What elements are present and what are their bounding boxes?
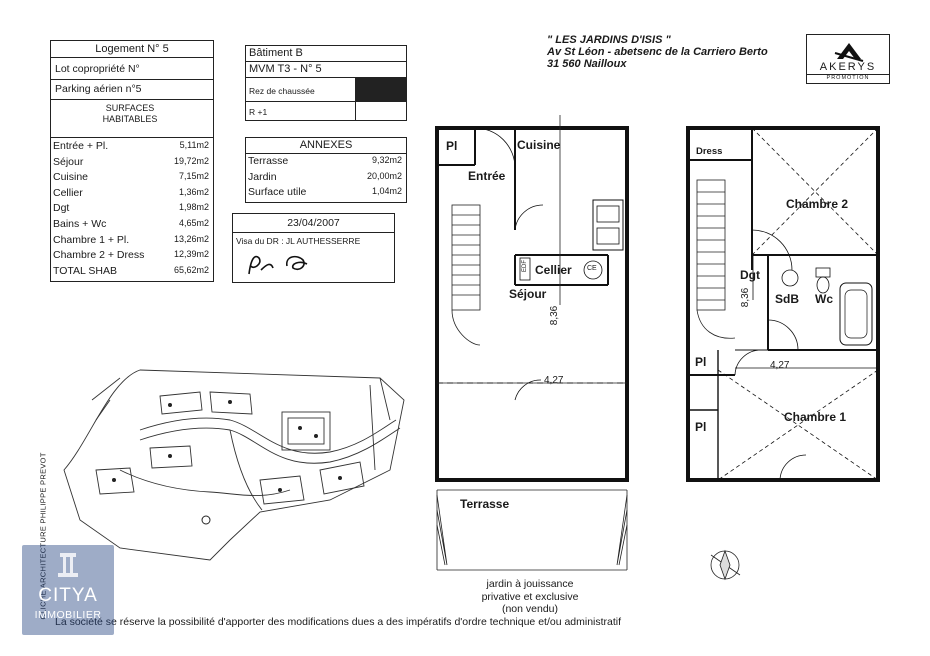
- surface-row-label: Cellier: [53, 186, 83, 199]
- logement-title: Logement N° 5: [95, 43, 169, 55]
- surface-row-value: 12,39m2: [173, 249, 209, 260]
- rdc-edf-label: EDF: [522, 260, 528, 272]
- surface-row: [51, 140, 213, 154]
- surface-row-label: Dgt: [53, 202, 70, 215]
- rdc-terrasse-label: Terrasse: [460, 497, 510, 511]
- side-credit: CLICHE ARCHITECTURE PHILIPPE PREVOT: [38, 452, 48, 620]
- jardin-note-line-3: (non vendu): [501, 603, 559, 615]
- surface-row: [51, 234, 213, 248]
- r1-depth-dim: 8,36: [740, 287, 752, 308]
- annex-row-value: 1,04m2: [371, 186, 402, 196]
- surfaces-title: SURFACES HABITABLES: [102, 103, 158, 124]
- rdc-sejour-label: Séjour: [509, 287, 547, 301]
- r1-dress-label: Dress: [696, 146, 723, 157]
- surface-row-value: 19,72m2: [173, 155, 209, 166]
- r1-wc-label: Wc: [815, 292, 833, 306]
- surface-row: [51, 156, 213, 170]
- akerys-logo: [806, 34, 890, 84]
- surface-row-value: 7,15m2: [178, 171, 209, 182]
- jardin-note: [460, 578, 600, 616]
- akerys-brand: AKERYS: [819, 61, 877, 73]
- annex-row-value: 9,32m2: [371, 155, 402, 165]
- rdc-cuisine-label: Cuisine: [517, 138, 561, 152]
- north-arrow-icon: [711, 551, 740, 579]
- project-city: 31 560 Nailloux: [547, 58, 627, 70]
- jardin-note-line-1: jardin à jouissance: [486, 578, 574, 590]
- citya-column-icon: [22, 545, 114, 585]
- surface-row: [51, 202, 213, 216]
- signature: [233, 214, 396, 284]
- parking-label: Parking aérien n°5: [55, 83, 142, 95]
- citya-brand: CITYA: [38, 585, 98, 606]
- annex-row-label: Surface utile: [248, 186, 307, 198]
- lot-label: Lot copropriété N°: [55, 63, 140, 75]
- rdc-entree-label: Entrée: [468, 169, 506, 183]
- batiment-title: Bâtiment B: [249, 47, 303, 59]
- surface-row-label: Chambre 2 + Dress: [53, 249, 145, 262]
- surface-row: [51, 171, 213, 185]
- rdc-marker: [356, 78, 407, 101]
- surface-row-value: 4,65m2: [178, 218, 209, 228]
- visa-date: 23/04/2007: [287, 217, 340, 229]
- rdc-width-dim: 4,27: [544, 375, 564, 386]
- r1-label: R +1: [249, 107, 268, 117]
- surface-row-value: 5,11m2: [179, 140, 209, 150]
- surface-row-label: TOTAL SHAB: [53, 264, 117, 277]
- annex-row: [246, 155, 406, 169]
- annexes-box: [245, 137, 407, 203]
- r1-pl-label-1: Pl: [695, 355, 707, 369]
- logement-box: [50, 40, 214, 282]
- citya-sub: IMMOBILIER: [34, 609, 102, 621]
- rdc-cellier-label: Cellier: [535, 263, 572, 277]
- rdc-ce-label: CE: [587, 265, 597, 272]
- jardin-note-line-2: privative et exclusive: [481, 590, 579, 603]
- annex-row: [246, 171, 406, 185]
- surface-row: [51, 265, 213, 279]
- rdc-label: Rez de chaussée: [249, 86, 315, 96]
- visa-box: [232, 213, 395, 283]
- rdc-pl-label: Pl: [446, 139, 458, 153]
- surface-row-value: 65,62m2: [173, 264, 209, 275]
- r1-dgt-label: Dgt: [740, 268, 760, 282]
- surface-row-label: Entrée + Pl.: [53, 140, 109, 152]
- annex-row-label: Jardin: [248, 170, 277, 183]
- surface-row-value: 1,36m2: [178, 186, 209, 197]
- r1-sdb-label: SdB: [775, 292, 799, 306]
- annex-row-label: Terrasse: [248, 155, 289, 167]
- surface-row-label: Cuisine: [53, 171, 89, 184]
- annexes-title: ANNEXES: [299, 139, 353, 151]
- surface-row-label: Chambre 1 + Pl.: [53, 233, 130, 246]
- surface-row-value: 1,98m2: [178, 202, 209, 213]
- surface-row: [51, 187, 213, 201]
- surface-row: [51, 218, 213, 232]
- citya-watermark: [22, 545, 114, 635]
- rdc-depth-dim: 8,36: [549, 305, 561, 326]
- batiment-box: [245, 45, 407, 121]
- surface-row: [51, 249, 213, 263]
- surface-row-label: Bains + Wc: [53, 218, 107, 230]
- r1-chambre1-label: Chambre 1: [784, 410, 847, 424]
- surface-row-label: Séjour: [53, 155, 84, 168]
- annex-row-value: 20,00m2: [366, 170, 402, 181]
- project-address: Av St Léon - abetsenc de la Carriero Berto: [547, 46, 768, 58]
- visa-text: Visa du DR : JL AUTHESSERRE: [236, 236, 361, 246]
- project-header: [547, 34, 807, 70]
- r1-width-dim: 4,27: [770, 360, 790, 371]
- surface-row-value: 13,26m2: [173, 233, 209, 244]
- akerys-sub: PROMOTION: [807, 74, 889, 81]
- footer-disclaimer: La société se réserve la possibilité d'apporter des modifications dues a des impératifs d'ordre technique et/ou administratif: [55, 616, 622, 628]
- r1-chambre2-label: Chambre 2: [786, 197, 849, 211]
- batiment-type: MVM T3 - N° 5: [249, 63, 322, 75]
- annex-row: [246, 186, 406, 200]
- r1-pl-label-2: Pl: [695, 420, 707, 434]
- project-name: " LES JARDINS D'ISIS ": [547, 34, 671, 46]
